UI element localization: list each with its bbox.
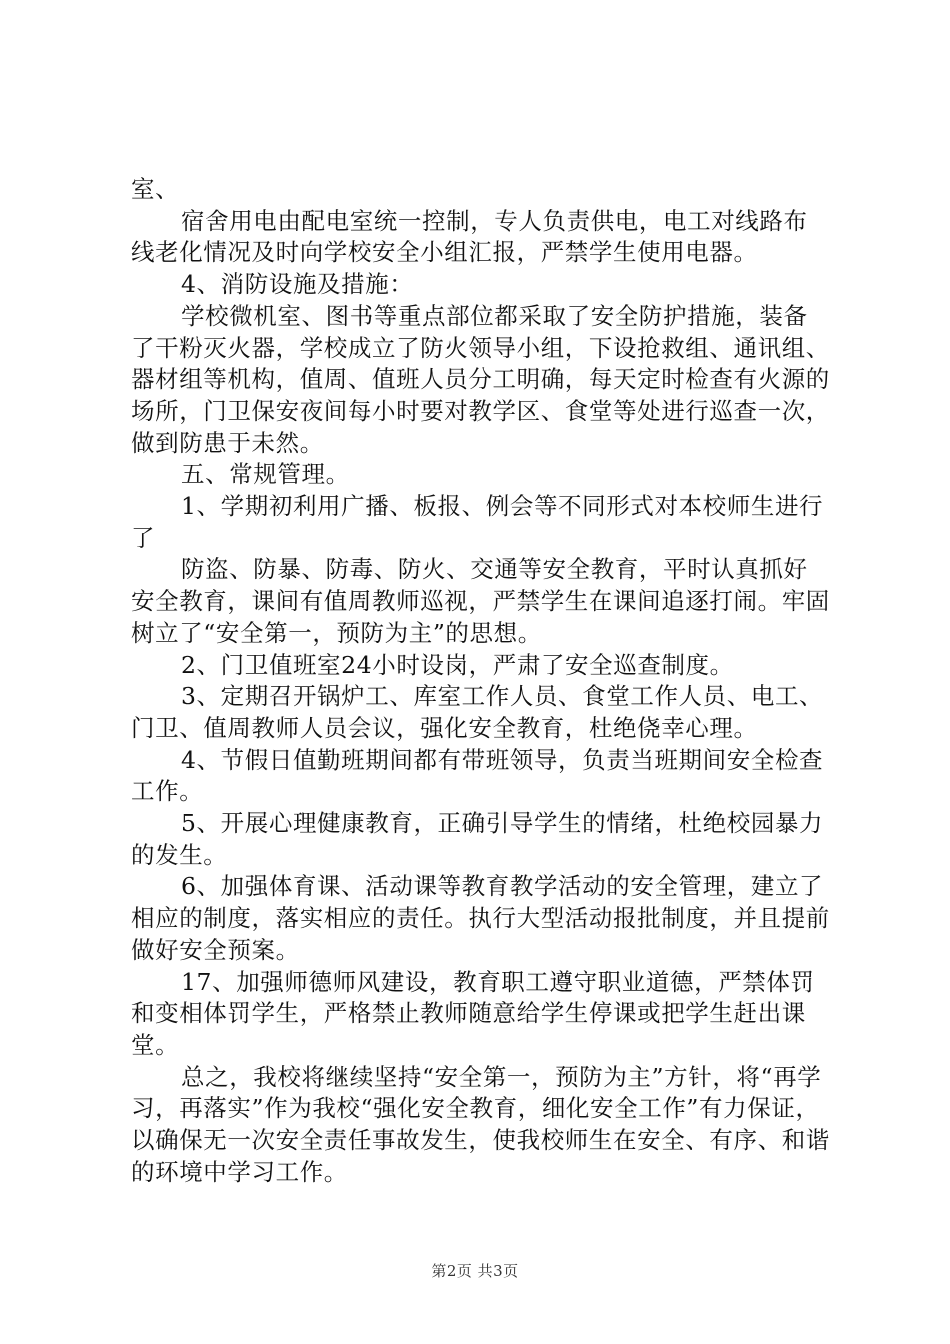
paragraph: 5、开展心理健康教育，正确引导学生的情绪，杜绝校园暴力的发生。 — [131, 809, 824, 869]
paragraph: 17、加强师德师风建设，教育职工遵守职业道德，严禁体罚和变相体罚学生，严格禁止教师随意给学生停课或把学生赶出课堂。 — [131, 967, 815, 1059]
paragraph: 五、常规管理。 — [181, 460, 350, 489]
paragraph: 室、 — [131, 175, 180, 203]
paragraph: 学校微机室、图书等重点部位都采取了安全防护措施，装备了干粉灭火器，学校成立了防火领导小组，下设抢救组、通讯组、器材组等机构，值周、值班人员分工明确，每天定时检查有火源的场所，门卫保安夜间每小时要对教学区、食堂等处进行巡查一次，做到防患于未然。 — [131, 301, 830, 457]
document-body — [131, 174, 831, 1189]
paragraph: 1、学期初利用广播、板报、例会等不同形式对本校师生进行了 — [131, 492, 824, 552]
paragraph: 宿舍用电由配电室统一控制，专人负责供电，电工对线路布线老化情况及时向学校安全小组汇报，严禁学生使用电器。 — [131, 206, 808, 267]
page-number-footer: 第2页 共3页 — [431, 1262, 519, 1280]
paragraph: 4、节假日值勤班期间都有带班领导，负责当班期间安全检查工作。 — [131, 745, 824, 806]
paragraph: 3、定期召开锅炉工、库室工作人员、食堂工作人员、电工、门卫、值周教师人员会议，强化安全教育，杜绝侥幸心理。 — [131, 682, 824, 742]
paragraph: 6、加强体育课、活动课等教育教学活动的安全管理，建立了相应的制度，落实相应的责任。执行大型活动报批制度，并且提前做好安全预案。 — [131, 872, 830, 964]
paragraph: 防盗、防暴、防毒、防火、交通等安全教育，平时认真抓好安全教育，课间有值周教师巡视，严禁学生在课间追逐打闹。牢固树立了“安全第一，预防为主”的思想。 — [131, 555, 830, 647]
paragraph: 4、消防设施及措施： — [181, 270, 414, 299]
paragraph: 总之，我校将继续坚持“安全第一，预防为主”方针，将“再学习，再落实”作为我校“强化安全教育，细化安全工作”有力保证，以确保无一次安全责任事故发生，使我校师生在安全、有序、和谐的环境中学习工作。 — [131, 1062, 830, 1186]
paragraph: 2、门卫值班室24小时设岗，严肃了安全巡查制度。 — [181, 650, 734, 679]
